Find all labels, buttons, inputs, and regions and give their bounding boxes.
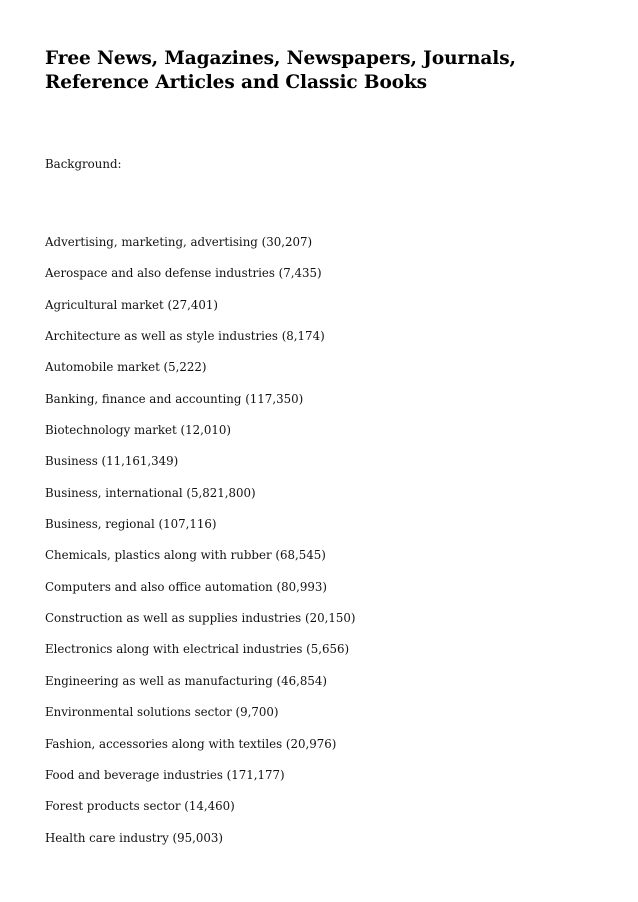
background-label: Background: bbox=[45, 157, 122, 171]
category-item-forest-products: Forest products sector (14,460) bbox=[45, 799, 235, 814]
category-item-food-beverage: Food and beverage industries (171,177) bbox=[45, 767, 285, 782]
category-item-computers: Computers and also office automation (80,993) bbox=[45, 579, 328, 594]
category-list bbox=[45, 234, 355, 861]
category-item-aerospace: Aerospace and also defense industries (7,435) bbox=[45, 266, 322, 281]
category-item-biotechnology: Biotechnology market (12,010) bbox=[45, 423, 231, 438]
category-item-construction: Construction as well as supplies industries (20,150) bbox=[45, 611, 356, 626]
category-item-banking: Banking, finance and accounting (117,350) bbox=[45, 391, 304, 406]
category-item-fashion: Fashion, accessories along with textiles (20,976) bbox=[45, 736, 337, 751]
category-item-health-care: Health care industry (95,003) bbox=[45, 830, 224, 845]
category-item-advertising: Advertising, marketing, advertising (30,207) bbox=[45, 235, 313, 249]
category-item-architecture: Architecture as well as style industries (8,174) bbox=[45, 329, 325, 344]
category-item-agricultural: Agricultural market (27,401) bbox=[45, 297, 218, 312]
category-item-business: Business (11,161,349) bbox=[45, 454, 179, 469]
category-item-environmental: Environmental solutions sector (9,700) bbox=[45, 705, 279, 720]
category-item-electronics: Electronics along with electrical industries (5,656) bbox=[45, 642, 350, 657]
category-item-chemicals: Chemicals, plastics along with rubber (68,545) bbox=[45, 548, 326, 563]
document-page bbox=[45, 47, 605, 845]
category-item-business-regional: Business, regional (107,116) bbox=[45, 517, 217, 532]
category-item-automobile: Automobile market (5,222) bbox=[45, 360, 207, 375]
category-item-business-international: Business, international (5,821,800) bbox=[45, 485, 256, 500]
category-item-engineering: Engineering as well as manufacturing (46,854) bbox=[45, 673, 328, 688]
page-title: Free News, Magazines, Newspapers, Journals, Reference Articles and Classic Books bbox=[45, 48, 516, 93]
